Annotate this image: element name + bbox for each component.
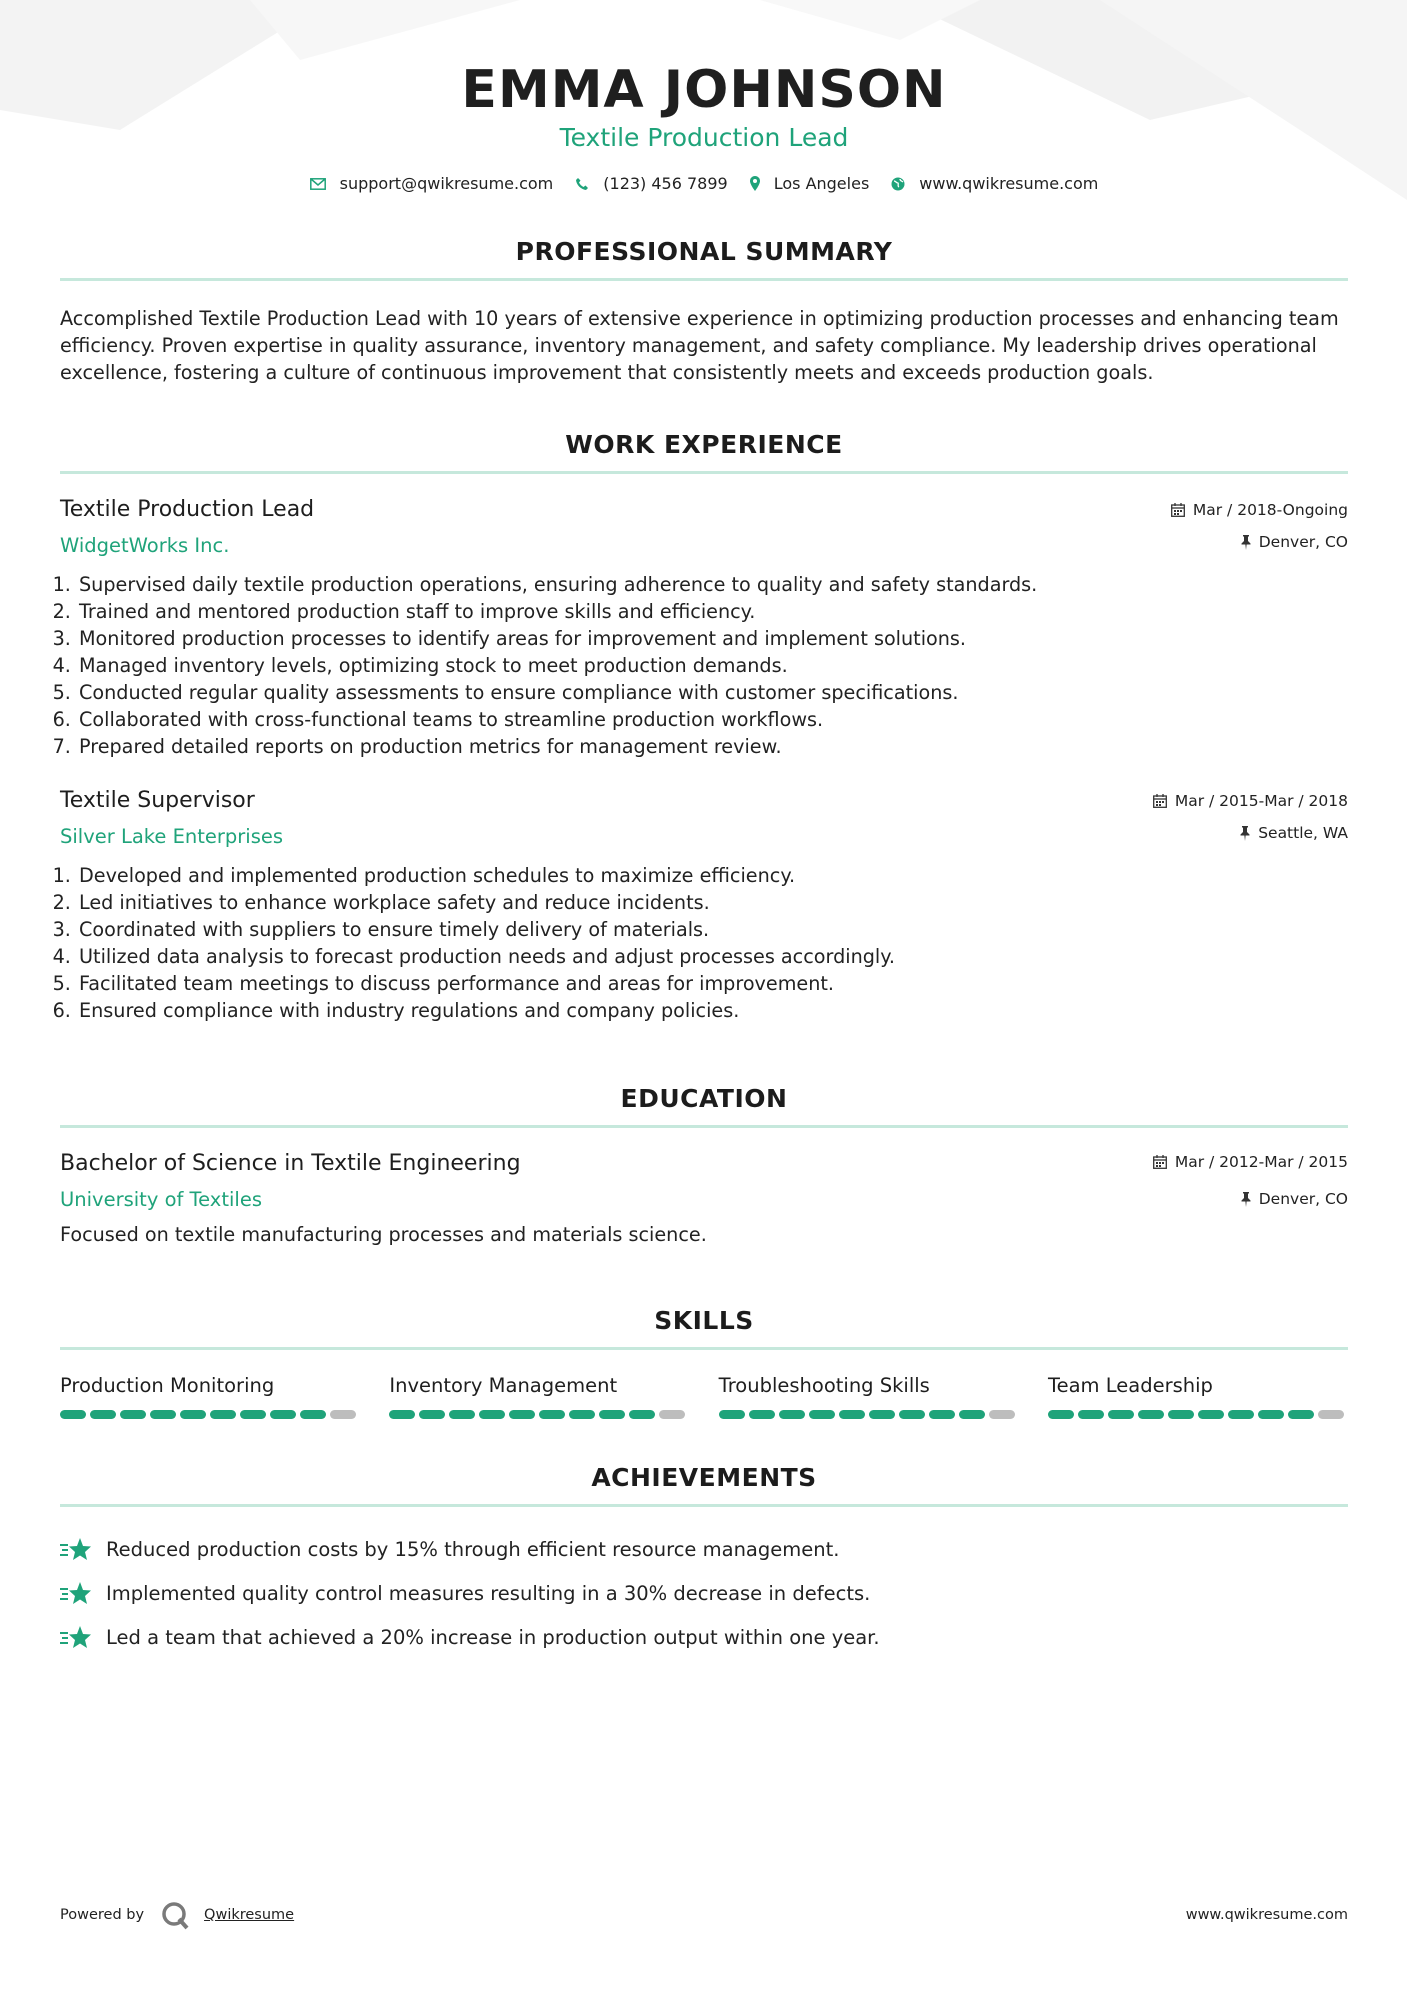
contact-phone[interactable]: [575, 174, 727, 193]
job-entry: [60, 496, 1348, 760]
skill-level-segment: [1138, 1410, 1164, 1419]
skill-level-segment: [210, 1410, 236, 1419]
education-heading: EDUCATION: [60, 1084, 1348, 1128]
job-company: WidgetWorks Inc.: [60, 534, 230, 557]
education-school: University of Textiles: [60, 1188, 262, 1211]
list-item: [60, 1527, 1348, 1571]
skill-level-segment: [180, 1410, 206, 1419]
skill-level-bar: [1048, 1410, 1348, 1419]
skill-level-segment: [659, 1410, 685, 1419]
skill-item: [60, 1374, 360, 1419]
footer-website[interactable]: www.qwikresume.com: [1185, 1907, 1348, 1923]
job-date: Mar / 2015-Mar / 2018: [1174, 792, 1348, 810]
skill-level-segment: [1318, 1410, 1344, 1419]
list-item: [60, 1571, 1348, 1615]
skill-name: Troubleshooting Skills: [718, 1374, 930, 1397]
list-item: 1. Supervised daily textile production operations, ensuring adherence to quality and safety standards.: [77, 571, 1348, 598]
achievements-section: [60, 1463, 1348, 1659]
powered-by-label: Powered by: [60, 1907, 145, 1923]
skill-level-segment: [60, 1410, 86, 1419]
skills-list: [60, 1374, 1348, 1419]
list-item: [60, 1615, 1348, 1659]
summary-section: [60, 237, 1348, 386]
skill-level-segment: [419, 1410, 445, 1419]
qwikresume-logo-icon: [160, 1900, 190, 1930]
pushpin-icon: [1241, 1192, 1251, 1207]
skills-section: [60, 1306, 1348, 1419]
skill-name: Team Leadership: [1047, 1374, 1213, 1397]
skill-level-segment: [809, 1410, 835, 1419]
skill-level-bar: [719, 1410, 1019, 1419]
summary-text: Accomplished Textile Production Lead with 10 years of extensive experience in optimizing production processes and enhancing team efficiency. Proven expertise in quality assurance, inventory management, and safety compliance. My leadership drives operational excellence, fostering a culture of continuous improvement that consistently meets and exceeds production goals.: [60, 307, 1339, 384]
job-role: Textile Production Lead: [60, 497, 315, 522]
skill-level-segment: [120, 1410, 146, 1419]
skill-level-segment: [599, 1410, 625, 1419]
candidate-title: Textile Production Lead: [559, 123, 849, 152]
job-role: Textile Supervisor: [60, 788, 255, 813]
skill-item: [1048, 1374, 1348, 1419]
skill-level-segment: [959, 1410, 985, 1419]
achievements-list: [60, 1527, 1348, 1659]
skill-level-segment: [240, 1410, 266, 1419]
contact-website-text: www.qwikresume.com: [919, 174, 1099, 193]
experience-section: [60, 430, 1348, 1024]
skill-item: [389, 1374, 689, 1419]
skill-level-segment: [899, 1410, 925, 1419]
skill-level-segment: [779, 1410, 805, 1419]
achievements-heading: ACHIEVEMENTS: [60, 1463, 1348, 1507]
list-item: 7. Prepared detailed reports on production metrics for management review.: [77, 733, 1348, 760]
contact-website[interactable]: [891, 174, 1098, 193]
skill-item: [719, 1374, 1019, 1419]
list-item: 3. Monitored production processes to identify areas for improvement and implement solutions.: [77, 625, 1348, 652]
star-icon: [60, 1625, 92, 1649]
education-location: Denver, CO: [1258, 1190, 1348, 1208]
calendar-icon: [1171, 503, 1185, 517]
education-entry: [60, 1150, 1348, 1248]
job-bullets: [60, 571, 1348, 760]
map-marker-icon: [750, 176, 760, 191]
star-icon: [60, 1537, 92, 1561]
education-degree: Bachelor of Science in Textile Engineering: [60, 1151, 521, 1176]
achievement-text: Implemented quality control measures resulting in a 30% decrease in defects.: [106, 1581, 871, 1605]
resume-page: [60, 0, 1348, 1659]
skill-name: Production Monitoring: [60, 1374, 275, 1397]
calendar-icon: [1153, 1155, 1167, 1169]
list-item: 5. Facilitated team meetings to discuss performance and areas for improvement.: [77, 970, 1348, 997]
skill-level-segment: [479, 1410, 505, 1419]
skill-level-segment: [330, 1410, 356, 1419]
list-item: 2. Trained and mentored production staff to improve skills and efficiency.: [77, 598, 1348, 625]
skill-level-segment: [989, 1410, 1015, 1419]
skill-level-segment: [749, 1410, 775, 1419]
skill-level-segment: [719, 1410, 745, 1419]
list-item: 6. Collaborated with cross-functional teams to streamline production workflows.: [77, 706, 1348, 733]
list-item: 1. Developed and implemented production schedules to maximize efficiency.: [77, 862, 1348, 889]
page-footer: [60, 1900, 1348, 1930]
skill-level-segment: [270, 1410, 296, 1419]
skill-level-segment: [539, 1410, 565, 1419]
skill-level-segment: [869, 1410, 895, 1419]
contact-bar: [60, 174, 1348, 193]
contact-email-text: support@qwikresume.com: [339, 174, 554, 193]
star-icon: [60, 1581, 92, 1605]
skill-level-segment: [389, 1410, 415, 1419]
list-item: 3. Coordinated with suppliers to ensure timely delivery of materials.: [77, 916, 1348, 943]
skill-level-segment: [839, 1410, 865, 1419]
job-date: Mar / 2018-Ongoing: [1192, 501, 1348, 519]
education-date: Mar / 2012-Mar / 2015: [1174, 1153, 1348, 1171]
job-location: Denver, CO: [1258, 533, 1348, 551]
skill-level-segment: [1048, 1410, 1074, 1419]
skill-level-segment: [1078, 1410, 1104, 1419]
contact-phone-text: (123) 456 7899: [603, 174, 728, 193]
calendar-icon: [1153, 794, 1167, 808]
skill-level-segment: [449, 1410, 475, 1419]
list-item: 4. Managed inventory levels, optimizing stock to meet production demands.: [77, 652, 1348, 679]
education-description: Focused on textile manufacturing processes and materials science.: [60, 1223, 707, 1246]
skill-level-segment: [150, 1410, 176, 1419]
pushpin-icon: [1240, 826, 1250, 841]
contact-location-text: Los Angeles: [773, 174, 870, 193]
job-bullets: [60, 862, 1348, 1024]
phone-icon: [575, 177, 589, 191]
skill-level-segment: [90, 1410, 116, 1419]
skill-level-bar: [389, 1410, 689, 1419]
candidate-name: EMMA JOHNSON: [461, 60, 947, 120]
contact-email[interactable]: [310, 174, 554, 193]
achievement-text: Led a team that achieved a 20% increase in production output within one year.: [106, 1625, 880, 1649]
resume-header: [60, 0, 1348, 193]
skill-level-segment: [1228, 1410, 1254, 1419]
list-item: 5. Conducted regular quality assessments to ensure compliance with customer specifications.: [77, 679, 1348, 706]
summary-heading: PROFESSIONAL SUMMARY: [60, 237, 1348, 281]
skill-name: Inventory Management: [389, 1374, 618, 1397]
skill-level-bar: [60, 1410, 360, 1419]
experience-heading: WORK EXPERIENCE: [60, 430, 1348, 474]
list-item: 2. Led initiatives to enhance workplace safety and reduce incidents.: [77, 889, 1348, 916]
list-item: 6. Ensured compliance with industry regulations and company policies.: [77, 997, 1348, 1024]
achievement-text: Reduced production costs by 15% through efficient resource management.: [106, 1537, 840, 1561]
pushpin-icon: [1241, 535, 1251, 550]
skill-level-segment: [629, 1410, 655, 1419]
skill-level-segment: [569, 1410, 595, 1419]
skill-level-segment: [509, 1410, 535, 1419]
skill-level-segment: [1198, 1410, 1224, 1419]
job-location: Seattle, WA: [1258, 824, 1348, 842]
skill-level-segment: [1258, 1410, 1284, 1419]
skill-level-segment: [1108, 1410, 1134, 1419]
skills-heading: SKILLS: [60, 1306, 1348, 1350]
skill-level-segment: [300, 1410, 326, 1419]
education-section: [60, 1084, 1348, 1248]
envelope-icon: [310, 178, 326, 190]
skill-level-segment: [1288, 1410, 1314, 1419]
qwikresume-link[interactable]: Qwikresume: [204, 1907, 295, 1923]
contact-location: [750, 174, 870, 193]
job-entry: [60, 787, 1348, 1024]
job-company: Silver Lake Enterprises: [60, 825, 284, 848]
globe-icon: [891, 177, 905, 191]
skill-level-segment: [1168, 1410, 1194, 1419]
list-item: 4. Utilized data analysis to forecast production needs and adjust processes accordingly.: [77, 943, 1348, 970]
skill-level-segment: [929, 1410, 955, 1419]
